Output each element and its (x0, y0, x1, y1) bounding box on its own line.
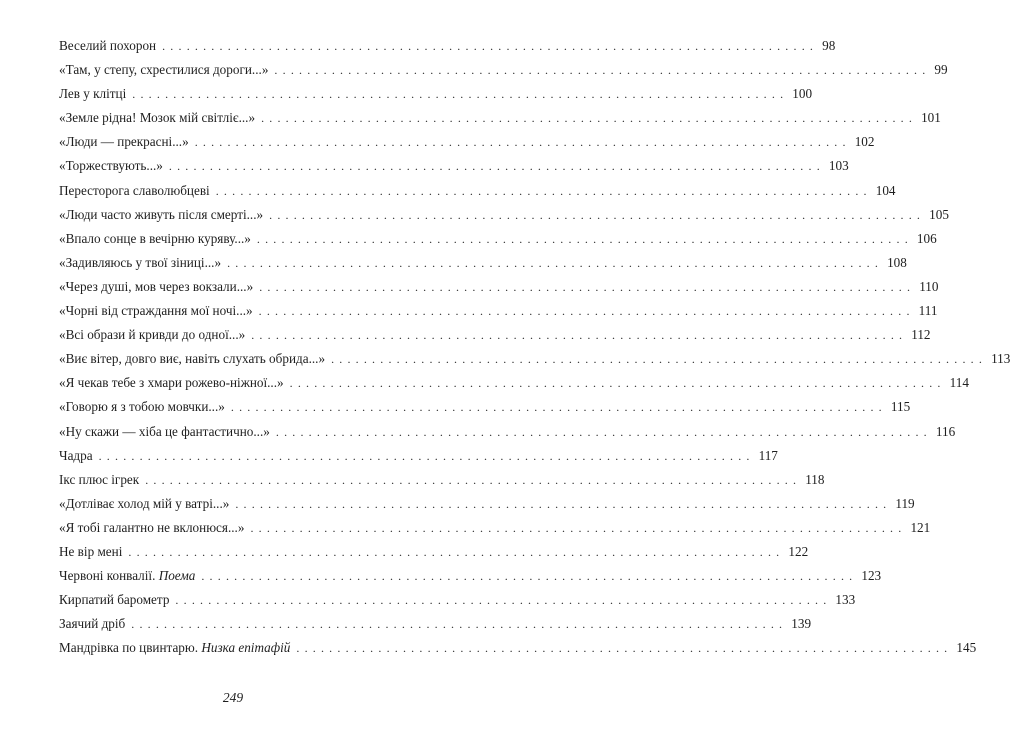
toc-entry-page: 104 (875, 182, 896, 198)
toc-entry-page: 99 (934, 62, 948, 78)
toc-entry (59, 564, 882, 588)
toc-entry (59, 371, 969, 395)
dot-leader: ................................................................................ (289, 376, 946, 391)
dot-leader: ................................................................................ (145, 472, 802, 487)
toc-entry-page: 116 (935, 423, 956, 439)
toc-entry-title: «Там, у степу, схрестилися дороги...» (59, 62, 269, 78)
toc-entry-title: «Я тобі галантно не вклонюся...» (59, 519, 245, 535)
toc-entry-title: «Через душі, мов через вокзали...» (59, 278, 254, 294)
dot-leader: ................................................................................ (275, 424, 932, 439)
toc-entry-page: 98 (822, 38, 836, 53)
toc-entry (59, 323, 931, 347)
toc-entry (59, 468, 825, 492)
dot-leader: ................................................................................ (128, 544, 785, 559)
toc-entry-title: «Я чекав тебе з хмари рожево-ніжної...» (59, 375, 284, 391)
toc-entry (59, 299, 938, 323)
toc-entry-page: 110 (919, 278, 939, 294)
toc-entry-title: «Земле рідна! Мозок мій світліє...» (59, 110, 256, 126)
toc-entry-title: Веселий похорон (59, 38, 157, 53)
toc-entry-title: Лев у клітці (59, 86, 127, 102)
toc-entry (59, 395, 911, 419)
toc-entry (59, 444, 778, 468)
dot-leader: ................................................................................ (331, 352, 988, 367)
toc-entry (59, 58, 948, 82)
toc-entry-page: 108 (887, 254, 907, 270)
toc-entry-page: 111 (918, 303, 938, 319)
toc-entry-title: «Чорні від страждання мої ночі...» (59, 303, 253, 319)
toc-entry-title-text: Мандрівка по цвинтарю. (59, 640, 199, 656)
toc-entry-page: 139 (791, 616, 812, 632)
toc-entry (59, 420, 956, 444)
toc-entry-title: «Говорю я з тобою мовчки...» (59, 399, 225, 415)
toc-entry-page: 103 (828, 158, 849, 174)
toc-entry-title: Не вір мені (59, 543, 123, 559)
toc-entry-title: Кирпатий барометр (59, 592, 170, 608)
dot-leader: ................................................................................ (162, 39, 819, 53)
toc-entry (59, 82, 813, 106)
toc-entry-title: «Ну скажи — хіба це фантастично...» (59, 423, 270, 439)
toc-entry (59, 540, 809, 564)
toc-entry-title: Ікс плюс ігрек (59, 471, 140, 487)
toc-entry-title: Заячий дріб (59, 616, 126, 632)
dot-leader: ................................................................................ (215, 183, 872, 198)
toc-entry (59, 636, 977, 660)
toc-entry (59, 130, 875, 154)
table-of-contents (59, 34, 1010, 660)
dot-leader: ................................................................................ (175, 593, 832, 608)
toc-entry-title-text: Червоні конвалії. (59, 568, 156, 584)
dot-leader: ................................................................................ (269, 207, 926, 222)
toc-entry-title: «Торжествують...» (59, 158, 163, 174)
toc-entry-page: 122 (788, 543, 809, 559)
dot-leader: ................................................................................ (132, 87, 789, 102)
page-number: 249 (222, 690, 244, 705)
toc-entry-page: 106 (916, 230, 937, 246)
dot-leader: ................................................................................ (168, 159, 825, 174)
dot-leader: ................................................................................ (251, 328, 908, 343)
toc-entry-page: 123 (861, 568, 882, 584)
toc-entry-title (59, 636, 290, 660)
dot-leader: ................................................................................ (201, 569, 858, 584)
toc-entry-page: 101 (921, 110, 941, 126)
dot-leader: ................................................................................ (250, 520, 907, 535)
toc-entry-title: Пересторога славолюбцеві (59, 182, 210, 198)
toc-entry-subtitle: Поема (158, 568, 196, 584)
dot-leader: ................................................................................ (274, 63, 931, 78)
toc-entry-title: «Люди часто живуть після смерті...» (59, 206, 264, 222)
toc-entry (59, 347, 1010, 371)
dot-leader: ................................................................................ (230, 400, 887, 415)
toc-entry-page: 117 (758, 447, 778, 463)
dot-leader: ................................................................................ (194, 135, 851, 150)
toc-entry-page: 145 (956, 640, 977, 656)
dot-leader: ................................................................................ (227, 255, 884, 270)
toc-entry-title: «Всі образи й кривди до одної...» (59, 327, 246, 343)
toc-entry-page: 133 (835, 592, 856, 608)
toc-entry-title: «Дотліває холод мій у ватрі...» (59, 495, 230, 511)
toc-entry-page: 112 (911, 327, 931, 343)
toc-entry-page: 115 (890, 399, 911, 415)
toc-entry-subtitle: Низка епітафій (201, 640, 291, 656)
toc-entry-title: «Впало сонце в вечірню куряву...» (59, 230, 251, 246)
toc-entry-title: Чадра (59, 447, 93, 463)
dot-leader: ................................................................................ (256, 231, 913, 246)
dot-leader: ................................................................................ (131, 617, 788, 632)
toc-entry-title: «Люди — прекрасні...» (59, 134, 189, 150)
toc-entry (59, 516, 931, 540)
toc-entry (59, 34, 836, 58)
toc-entry (59, 275, 939, 299)
dot-leader: ................................................................................ (98, 448, 755, 463)
toc-entry (59, 492, 915, 516)
toc-entry-title: «Виє вітер, довго виє, навіть слухать обрида...» (59, 351, 326, 367)
toc-entry-page: 102 (854, 134, 875, 150)
dot-leader: ................................................................................ (259, 279, 916, 294)
toc-entry (59, 612, 812, 636)
toc-entry-page: 100 (792, 86, 813, 102)
dot-leader: ................................................................................ (235, 496, 892, 511)
toc-entry (59, 588, 856, 612)
toc-entry-title: «Задивляюсь у твої зіниці...» (59, 254, 222, 270)
toc-entry-page: 119 (895, 495, 915, 511)
toc-entry-title (59, 564, 195, 588)
toc-entry (59, 106, 941, 130)
toc-entry (59, 179, 896, 203)
toc-entry-page: 114 (949, 375, 969, 391)
toc-entry-page: 105 (929, 206, 949, 222)
toc-entry-page: 113 (991, 351, 1010, 367)
toc-entry-page: 121 (910, 519, 931, 535)
toc-entry (59, 154, 849, 178)
dot-leader: ................................................................................ (296, 641, 953, 656)
dot-leader: ................................................................................ (258, 304, 915, 319)
toc-entry (59, 203, 949, 227)
toc-entry-page: 118 (805, 471, 825, 487)
toc-entry (59, 251, 907, 275)
toc-entry (59, 227, 937, 251)
dot-leader: ................................................................................ (261, 111, 918, 126)
